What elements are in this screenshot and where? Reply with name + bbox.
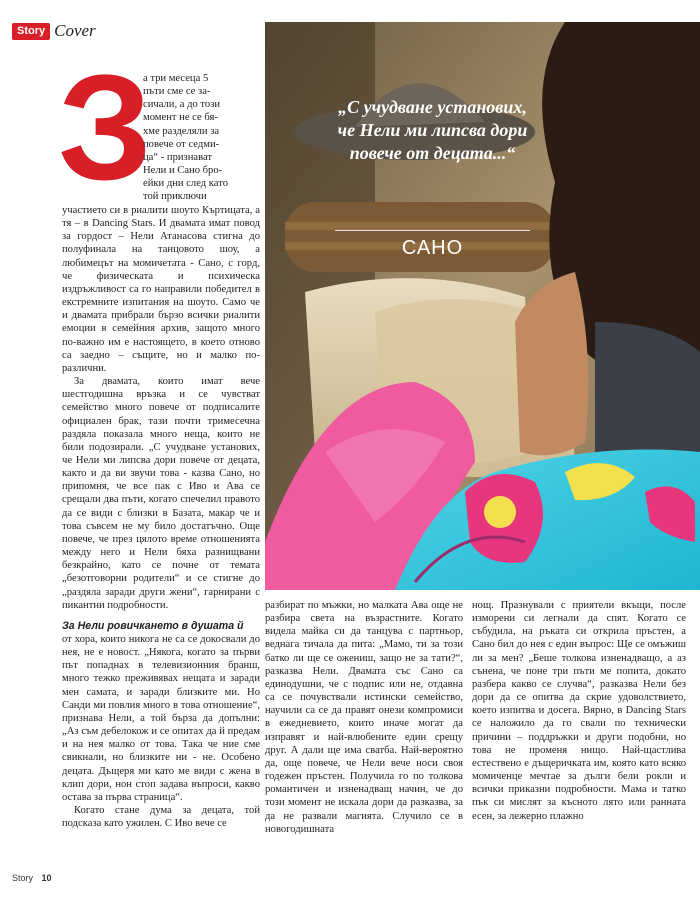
intro-line: ца“ - признават [143, 151, 213, 163]
section-title: Cover [54, 21, 96, 40]
paragraph: участието си в риалити шоуто Къртицата, а тя – в Dancing Stars. И двамата имат повод за гордост – Нели Атанасова стигна до полуфинала на танцовото шоу, а любимецът на момичетата - Сано, с горд, че физическата и психическа издръжливост са го направили победител в екстремните изпитания на шоуто. Само че и двамата прибрали бързо всички риалити емоции в семейния архив, защото много по-важно им е настоящето, в което отново са заедно – същите, но и малко по-различни. [62, 205, 260, 374]
intro-line: ейки дни след като [143, 178, 229, 190]
intro-line: пъти сме се за- [143, 86, 211, 98]
pull-quote: „С учудване установих, че Нели ми липсва дори повече от децата...“ [337, 97, 528, 163]
paragraph: нощ. Празнували с приятели вкъщи, после изморени си легнали да спят. Когато се събудила, на ръката си открила пръстен, а Сано бил до нея с един въпрос: Ще се омъжиш ли за мен? „Беше толкова изненадващо, а аз сънена, че поне три пъти ме попита, докато разбера какво се случва“, разказва Нели без дори да се опитва да скрие удоволствието, което изпитва и досега. Вярно, в Dancing Stars се наложило да го свали по технически причини – поддръжки и други подобни, но това не променя нищо. Най-щастлива естествено е дъщеричката им, която като всяко момиченце мечтае за дълги бели рокли и всички приказни подробности. Мама и татко пък си мислят за късното лято или ранната есен, за лежерно плажно [472, 600, 686, 822]
quote-divider [335, 230, 530, 231]
page-number: 10 [41, 873, 52, 883]
paragraph: разбират по мъжки, но малката Ава още не разбира света на възрастните. Когато видела майка си да танцува с партньор, веднага тичала да пита: „Мамо, ти за този батко ли ще се ожениш, защо не за тати?“, разказва Нели. Двамата със Сано са единодушни, че с подпис или не, отдавна са се почувствали истински семейство, научили са се да правят онези компромиси в ежедневието, които иначе могат да изправят и най-влюбените един срещу друг. А дали ще има сватба. Най-вероятно да, още повече, че Нели вече носи своя годежен пръстен. Получила го по толкова романтичен и изненадващ начин, че до този момент не искала дори да разказва, за да не развали магията. Случило се в новогодишната [265, 600, 463, 835]
story-logo: Story [12, 23, 50, 40]
article-column-3 [472, 599, 686, 823]
paragraph: Когато стане дума за децата, той подсказа като ужилен. С Иво вече се [62, 805, 260, 830]
quote-author: САНО [401, 237, 464, 259]
intro-line: момент не се бя- [143, 112, 218, 124]
intro-line: той приключи [143, 191, 207, 203]
article-column-2 [265, 599, 463, 836]
subheading: За Нели ровичкането в душата й [62, 619, 244, 632]
intro-line: а три месеца 5 [143, 73, 209, 84]
paragraph: За двамата, които имат вече шестгодишна връзка и се чувстват семейство много повече от подписалите официален брак, тази почти тримесечна раздяла показала много неща, които не били подозирали. „С учудване установих, че Нели ми липсва дори повече от децата, както и да ви звучи това - казва Сано, но припомня, че все пак с Иво и Ава се срещали два пъти, когато спечелил правото да се види с близки в Базата, макар че и това съвсем не му било достатъчно. Още повече, че през цялото време отношенията между него и Нели бяха разнищвани безкрайно, като се почне от темата „безотговорни родители“ и се стигне до „раздяла заради други жени“, гарнирани с пикантни подробности. [62, 376, 260, 611]
intro-lines [143, 72, 260, 204]
paragraph: от хора, които никога не са се докосвали до нея, не е новост. „Някога, когато за първи път попаднах в телевизионния бранш, много тежко преживявах нещата и заради мен самата, и заради близките ми. Но Санди ми повлия много в това отношение“, признава Нели, а той бърза да допълни: „Аз съм дебелокож и се опитах да й предам и на нея малко от това. Така че ние сме свикнали, но близките ни - не. Особено децата. Дъщеря ми като ме види с жена в клип дори, нон стоп задава въпроси, какво остава за първа страница“. [62, 634, 260, 803]
page-footer [12, 873, 52, 883]
intro-line: сичали, а до този [143, 99, 221, 111]
magazine-header [12, 20, 96, 42]
intro-line: Нели и Сано бро- [143, 165, 223, 177]
article-column-1 [62, 204, 260, 830]
footer-brand: Story [12, 873, 34, 883]
intro-line: повече от седми- [143, 138, 220, 150]
intro-line: хме разделяли за [143, 125, 220, 137]
drop-cap: З [58, 43, 152, 211]
